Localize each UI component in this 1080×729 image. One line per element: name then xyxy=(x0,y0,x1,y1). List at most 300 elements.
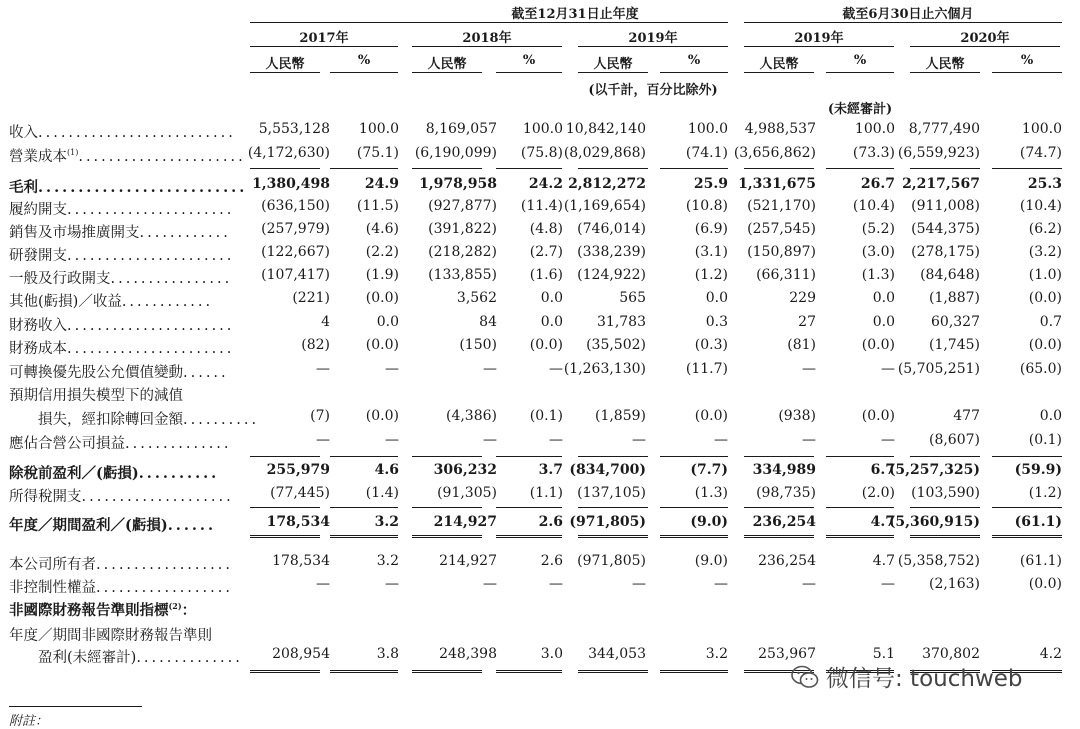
row-label xyxy=(9,176,247,197)
row-label-text: 銷售及市場推廣開支 xyxy=(9,225,140,241)
cell-amount: 477 xyxy=(953,408,980,424)
cell-amount: 208,954 xyxy=(272,646,330,662)
cell-percent: (9.0) xyxy=(694,553,728,569)
row-label xyxy=(9,485,234,506)
header-pct: % xyxy=(357,53,371,68)
total-double-rule xyxy=(910,535,980,538)
cell-percent: (10.8) xyxy=(685,198,728,214)
cell-percent: 4.7 xyxy=(870,514,895,530)
cell-percent: 0.0 xyxy=(540,314,563,330)
cell-percent: (9.0) xyxy=(690,514,728,530)
subtotal-rule xyxy=(826,456,894,457)
cell-amount: (122,667) xyxy=(261,244,330,260)
cell-percent: (3.2) xyxy=(1028,244,1062,260)
cell-percent: 100.0 xyxy=(687,121,728,137)
header-rmb: 人民幣 xyxy=(759,57,799,72)
cell-percent: (1.1) xyxy=(529,485,563,501)
cell-percent: (0.1) xyxy=(1028,432,1062,448)
subtotal-rule xyxy=(330,168,398,169)
subheader-rule xyxy=(578,72,648,73)
row-label-text: 營業成本 xyxy=(9,149,67,165)
cell-amount: (103,590) xyxy=(911,485,980,501)
cell-amount: 4 xyxy=(321,314,330,330)
row-label-text: 毛利 xyxy=(9,179,38,196)
subtotal-rule xyxy=(250,168,320,169)
row-label-text: 財務收入 xyxy=(9,318,67,334)
total-double-rule xyxy=(992,535,1062,538)
cell-amount: 334,989 xyxy=(752,462,816,478)
cell-amount: 8,777,490 xyxy=(908,121,980,137)
cell-percent: 0.0 xyxy=(872,290,895,306)
cell-amount: 27 xyxy=(798,314,816,330)
subtotal-rule xyxy=(578,168,648,169)
leader-dots: .................. xyxy=(96,580,233,596)
cell-percent: (0.0) xyxy=(365,408,399,424)
subheader-rule xyxy=(412,72,482,73)
cell-amount: 214,927 xyxy=(433,514,497,530)
footnote-rule xyxy=(9,706,142,707)
cell-percent: 3.2 xyxy=(705,646,728,662)
cell-amount: 229 xyxy=(789,290,816,306)
header-year-2018: 2018年 xyxy=(462,31,512,46)
cell-amount: (8,607) xyxy=(928,432,980,448)
cell-amount: (150) xyxy=(459,337,497,353)
row-label-text: 收入 xyxy=(9,125,38,141)
cell-amount: 178,534 xyxy=(266,514,330,530)
subtotal-rule xyxy=(992,456,1062,457)
row-label xyxy=(9,121,236,142)
cell-percent: (4.6) xyxy=(365,221,399,237)
cell-amount: (1,263,130) xyxy=(563,361,646,377)
header-year-2020-h1: 2020年 xyxy=(960,31,1010,46)
cell-amount: (150,897) xyxy=(747,244,816,260)
cell-percent: (0.0) xyxy=(529,337,563,353)
cell-percent: (0.0) xyxy=(365,290,399,306)
header-rmb: 人民幣 xyxy=(593,57,633,72)
year-rule-2018 xyxy=(412,46,562,47)
year-rule-2017 xyxy=(250,46,398,47)
cell-amount: (98,735) xyxy=(756,485,816,501)
subtotal-rule xyxy=(910,168,980,169)
cell-amount: (746,014) xyxy=(577,221,646,237)
cell-amount: (5,360,915) xyxy=(888,514,980,530)
cell-amount: 1,331,675 xyxy=(738,176,816,192)
row-label xyxy=(9,361,229,382)
cell-amount: (1,859) xyxy=(594,408,646,424)
leader-dots: ...... xyxy=(183,365,229,381)
cell-percent: 100.0 xyxy=(522,121,563,137)
cell-amount: 8,169,057 xyxy=(425,121,497,137)
leader-dots: ...................... xyxy=(67,318,235,334)
row-label xyxy=(9,514,216,535)
leader-dots: .............. xyxy=(136,650,243,666)
subtotal-rule xyxy=(744,168,814,169)
subheader-rule xyxy=(496,72,562,73)
subtotal-rule xyxy=(826,507,894,508)
row-label-text: 年度／期間盈利／(虧損) xyxy=(9,517,168,534)
subheader-rule xyxy=(660,72,728,73)
cell-percent: (5.2) xyxy=(861,221,895,237)
row-label-text: 其他(虧損)／收益 xyxy=(9,294,122,310)
cell-amount: (218,282) xyxy=(428,244,497,260)
cell-amount: (278,175) xyxy=(911,244,980,260)
row-label-suffix: ： xyxy=(181,602,197,619)
subtotal-rule xyxy=(496,507,562,508)
cell-amount: (521,170) xyxy=(747,198,816,214)
cell-percent: (3.1) xyxy=(694,244,728,260)
row-label-text: 除稅前盈利／(虧損) xyxy=(9,465,139,482)
cell-percent: (73.3) xyxy=(852,145,895,161)
row-label-text: 損失，經扣除轉回金額 xyxy=(38,412,183,428)
subtotal-rule xyxy=(826,168,894,169)
cell-amount: (66,311) xyxy=(756,267,816,283)
cell-amount: — xyxy=(316,432,330,448)
cell-amount: (257,545) xyxy=(747,221,816,237)
row-label-text: 應佔合營公司損益 xyxy=(9,436,125,452)
header-rmb: 人民幣 xyxy=(427,57,467,72)
header-rmb: 人民幣 xyxy=(925,57,965,72)
cell-percent: — xyxy=(549,432,563,448)
cell-percent: (0.3) xyxy=(694,337,728,353)
cell-amount: 5,553,128 xyxy=(258,121,330,137)
header-group-six-months: 截至6月30日止六個月 xyxy=(842,7,974,22)
cell-percent: (1.4) xyxy=(365,485,399,501)
row-label xyxy=(9,576,233,597)
cell-percent: 24.9 xyxy=(364,176,399,192)
leader-dots: .................... xyxy=(81,489,234,505)
cell-percent: — xyxy=(385,361,399,377)
cell-percent: (0.0) xyxy=(365,337,399,353)
year-rule-2019 xyxy=(578,46,728,47)
header-pct: % xyxy=(1020,53,1034,68)
subtotal-rule xyxy=(578,456,648,457)
header-year-2019-h1: 2019年 xyxy=(794,31,844,46)
cell-percent: 0.0 xyxy=(540,290,563,306)
leader-dots: .......... xyxy=(138,465,220,482)
cell-amount: (911,008) xyxy=(911,198,980,214)
cell-amount: 253,967 xyxy=(758,646,816,662)
cell-amount: 84 xyxy=(479,314,497,330)
cell-amount: (4,386) xyxy=(445,408,497,424)
total-double-rule xyxy=(660,670,728,673)
cell-amount: 1,978,958 xyxy=(419,176,497,192)
cell-amount: (971,805) xyxy=(577,553,646,569)
row-label xyxy=(38,646,243,667)
cell-amount: (91,305) xyxy=(437,485,497,501)
row-label xyxy=(9,599,196,620)
cell-percent: 25.9 xyxy=(693,176,728,192)
row-label xyxy=(9,221,231,242)
cell-amount: — xyxy=(483,576,497,592)
cell-amount: 344,053 xyxy=(588,646,646,662)
header-year-2017: 2017年 xyxy=(299,31,349,46)
subheader-rule xyxy=(992,72,1062,73)
cell-amount: (7) xyxy=(310,408,330,424)
cell-amount: (2,163) xyxy=(928,576,980,592)
cell-amount: 255,979 xyxy=(266,462,330,478)
cell-percent: (0.0) xyxy=(1028,290,1062,306)
cell-amount: — xyxy=(483,361,497,377)
header-pct: % xyxy=(853,53,867,68)
cell-amount: — xyxy=(802,576,816,592)
cell-amount: 565 xyxy=(619,290,646,306)
total-double-rule xyxy=(412,670,482,673)
cell-amount: (8,029,868) xyxy=(563,145,646,161)
cell-amount: (338,239) xyxy=(577,244,646,260)
cell-amount: (81) xyxy=(787,337,816,353)
leader-dots: ............ xyxy=(139,225,231,241)
cell-amount: 60,327 xyxy=(931,314,980,330)
cell-percent: 4.7 xyxy=(872,553,895,569)
cell-percent: — xyxy=(385,432,399,448)
cell-amount: (834,700) xyxy=(569,462,646,478)
header-rule-h1 xyxy=(744,22,1062,23)
cell-amount: (927,877) xyxy=(428,198,497,214)
cell-percent: (11.4) xyxy=(520,198,563,214)
cell-amount: — xyxy=(632,576,646,592)
subtotal-rule xyxy=(496,456,562,457)
row-label xyxy=(9,553,233,574)
cell-percent: 3.2 xyxy=(376,553,399,569)
cell-percent: (10.4) xyxy=(852,198,895,214)
cell-amount: (5,705,251) xyxy=(897,361,980,377)
cell-percent: (2.2) xyxy=(365,244,399,260)
subtotal-rule xyxy=(744,507,814,508)
total-double-rule xyxy=(496,535,562,538)
row-label xyxy=(9,145,246,166)
cell-amount: 31,783 xyxy=(597,314,646,330)
cell-amount: 306,232 xyxy=(433,462,497,478)
row-label-text: 非控制性權益 xyxy=(9,580,96,596)
cell-amount: (77,445) xyxy=(270,485,330,501)
cell-percent: — xyxy=(881,576,895,592)
cell-percent: 0.0 xyxy=(872,314,895,330)
cell-percent: (0.1) xyxy=(529,408,563,424)
leader-dots: ...................... xyxy=(67,248,235,264)
header-rule-fy xyxy=(250,22,728,23)
cell-amount: 214,927 xyxy=(439,553,497,569)
subtotal-rule xyxy=(660,168,728,169)
cell-amount: (971,805) xyxy=(569,514,646,530)
row-label xyxy=(9,314,234,335)
footnote-marker: (2) xyxy=(168,601,182,612)
row-label-text: 財務成本 xyxy=(9,341,67,357)
leader-dots: ...................... xyxy=(67,341,235,357)
cell-percent: (1.0) xyxy=(1028,267,1062,283)
cell-amount: 10,842,140 xyxy=(565,121,646,137)
total-double-rule xyxy=(250,670,320,673)
cell-percent: 4.2 xyxy=(1039,646,1062,662)
cell-amount: (221) xyxy=(292,290,330,306)
cell-percent: 25.3 xyxy=(1027,176,1062,192)
leader-dots: .............. xyxy=(125,436,232,452)
cell-percent: 2.6 xyxy=(540,553,563,569)
cell-amount: (636,150) xyxy=(261,198,330,214)
cell-percent: (6.2) xyxy=(1028,221,1062,237)
row-label xyxy=(9,198,234,219)
cell-percent: (2.7) xyxy=(529,244,563,260)
cell-amount: (1,169,654) xyxy=(563,198,646,214)
cell-amount: (1,887) xyxy=(928,290,980,306)
leader-dots: ...................... xyxy=(78,149,246,165)
subtotal-rule xyxy=(992,507,1062,508)
subtotal-rule xyxy=(660,456,728,457)
cell-percent: — xyxy=(385,576,399,592)
cell-amount: (6,190,099) xyxy=(414,145,497,161)
leader-dots: .......................... xyxy=(38,125,236,141)
subheader-rule xyxy=(744,72,814,73)
cell-percent: — xyxy=(714,576,728,592)
leader-dots: ............ xyxy=(121,294,214,310)
total-double-rule xyxy=(250,535,320,538)
cell-percent: (1.3) xyxy=(694,485,728,501)
cell-percent: 0.0 xyxy=(1039,408,1062,424)
row-label xyxy=(9,290,213,311)
row-label xyxy=(9,624,212,645)
cell-amount: (6,559,923) xyxy=(897,145,980,161)
cell-percent: (0.0) xyxy=(1028,576,1062,592)
header-pct: % xyxy=(687,53,701,68)
subheader-rule xyxy=(330,72,398,73)
cell-percent: (1.9) xyxy=(365,267,399,283)
watermark xyxy=(790,660,1023,693)
footnote-marker: (1) xyxy=(67,148,79,158)
leader-dots: .......................... xyxy=(38,179,248,196)
cell-percent: 24.2 xyxy=(528,176,563,192)
subtotal-rule xyxy=(330,507,398,508)
total-double-rule xyxy=(578,535,648,538)
cell-percent: (1.2) xyxy=(694,267,728,283)
cell-percent: (61.1) xyxy=(1014,514,1062,530)
header-year-2019: 2019年 xyxy=(628,31,678,46)
cell-percent: (11.5) xyxy=(356,198,399,214)
cell-amount: 236,254 xyxy=(758,553,816,569)
cell-amount: — xyxy=(802,432,816,448)
cell-percent: 5.1 xyxy=(872,646,895,662)
total-double-rule xyxy=(744,535,814,538)
cell-percent: — xyxy=(881,361,895,377)
cell-percent: (1.3) xyxy=(861,267,895,283)
cell-amount: 178,534 xyxy=(272,553,330,569)
leader-dots: .......... xyxy=(183,412,260,428)
cell-amount: (137,105) xyxy=(577,485,646,501)
cell-percent: (75.8) xyxy=(520,145,563,161)
total-double-rule xyxy=(578,670,648,673)
unit-note: (以千計，百分比除外) xyxy=(588,83,718,98)
header-pct: % xyxy=(522,53,536,68)
cell-percent: 100.0 xyxy=(1021,121,1062,137)
watermark-text: 微信号: touchweb xyxy=(826,666,1023,692)
row-label xyxy=(9,384,183,405)
cell-percent: (0.0) xyxy=(694,408,728,424)
subtotal-rule xyxy=(910,507,980,508)
footnote-heading: 附註： xyxy=(9,714,49,729)
cell-percent: 3.7 xyxy=(538,462,563,478)
cell-percent: (0.0) xyxy=(861,337,895,353)
cell-amount: 236,254 xyxy=(752,514,816,530)
subtotal-rule xyxy=(412,507,482,508)
cell-percent: (4.8) xyxy=(529,221,563,237)
subheader-rule xyxy=(826,72,894,73)
cell-percent: (2.0) xyxy=(861,485,895,501)
cell-percent: 3.8 xyxy=(376,646,399,662)
row-label xyxy=(9,432,232,453)
total-double-rule xyxy=(330,670,398,673)
subtotal-rule xyxy=(660,507,728,508)
leader-dots: ...... xyxy=(167,517,217,534)
cell-amount: (3,656,862) xyxy=(733,145,816,161)
cell-percent: 0.0 xyxy=(376,314,399,330)
cell-percent: (74.1) xyxy=(685,145,728,161)
cell-amount: (124,922) xyxy=(577,267,646,283)
cell-amount: 3,562 xyxy=(456,290,497,306)
cell-amount: — xyxy=(632,432,646,448)
cell-percent: 4.6 xyxy=(374,462,399,478)
cell-percent: (65.0) xyxy=(1019,361,1062,377)
subtotal-rule xyxy=(744,456,814,457)
cell-percent: (74.7) xyxy=(1019,145,1062,161)
row-label-text: 年度／期間非國際財務報告準則 xyxy=(9,628,212,644)
cell-percent: (59.9) xyxy=(1014,462,1062,478)
subheader-rule xyxy=(250,72,320,73)
cell-amount: (257,979) xyxy=(261,221,330,237)
row-label-text: 履約開支 xyxy=(9,202,67,218)
cell-amount: (938) xyxy=(778,408,816,424)
row-label-text: 本公司所有者 xyxy=(9,557,96,573)
cell-amount: 4,988,537 xyxy=(744,121,816,137)
cell-percent: 2.6 xyxy=(538,514,563,530)
cell-amount: 1,380,498 xyxy=(252,176,330,192)
leader-dots: ................ xyxy=(110,271,233,287)
subtotal-rule xyxy=(250,456,320,457)
cell-amount: (1,745) xyxy=(928,337,980,353)
subtotal-rule xyxy=(496,168,562,169)
cell-amount: (4,172,630) xyxy=(247,145,330,161)
cell-percent: (7.7) xyxy=(690,462,728,478)
subtotal-rule xyxy=(412,168,482,169)
cell-percent: 100.0 xyxy=(854,121,895,137)
cell-amount: — xyxy=(316,576,330,592)
cell-percent: (6.9) xyxy=(694,221,728,237)
cell-amount: (133,855) xyxy=(428,267,497,283)
cell-percent: (1.6) xyxy=(529,267,563,283)
cell-percent: (75.1) xyxy=(356,145,399,161)
row-label xyxy=(9,244,234,265)
cell-percent: 3.2 xyxy=(374,514,399,530)
subtotal-rule xyxy=(910,456,980,457)
row-label-text: 盈利(未經審計) xyxy=(38,650,137,666)
year-rule-2019-h1 xyxy=(744,46,894,47)
total-double-rule xyxy=(330,535,398,538)
cell-percent: — xyxy=(549,576,563,592)
cell-percent: 0.7 xyxy=(1039,314,1062,330)
cell-percent: (61.1) xyxy=(1019,553,1062,569)
cell-percent: 6.7 xyxy=(870,462,895,478)
cell-amount: — xyxy=(802,361,816,377)
wechat-logo-icon xyxy=(790,664,820,690)
cell-amount: (107,417) xyxy=(261,267,330,283)
unaudited-note: (未經審計) xyxy=(827,102,893,117)
cell-amount: 248,398 xyxy=(439,646,497,662)
header-rmb: 人民幣 xyxy=(265,57,305,72)
subtotal-rule xyxy=(250,507,320,508)
leader-dots: .................. xyxy=(96,557,233,573)
cell-amount: 370,802 xyxy=(922,646,980,662)
cell-amount: (82) xyxy=(301,337,330,353)
cell-amount: 2,217,567 xyxy=(902,176,980,192)
cell-percent: (0.0) xyxy=(861,408,895,424)
cell-amount: — xyxy=(316,361,330,377)
